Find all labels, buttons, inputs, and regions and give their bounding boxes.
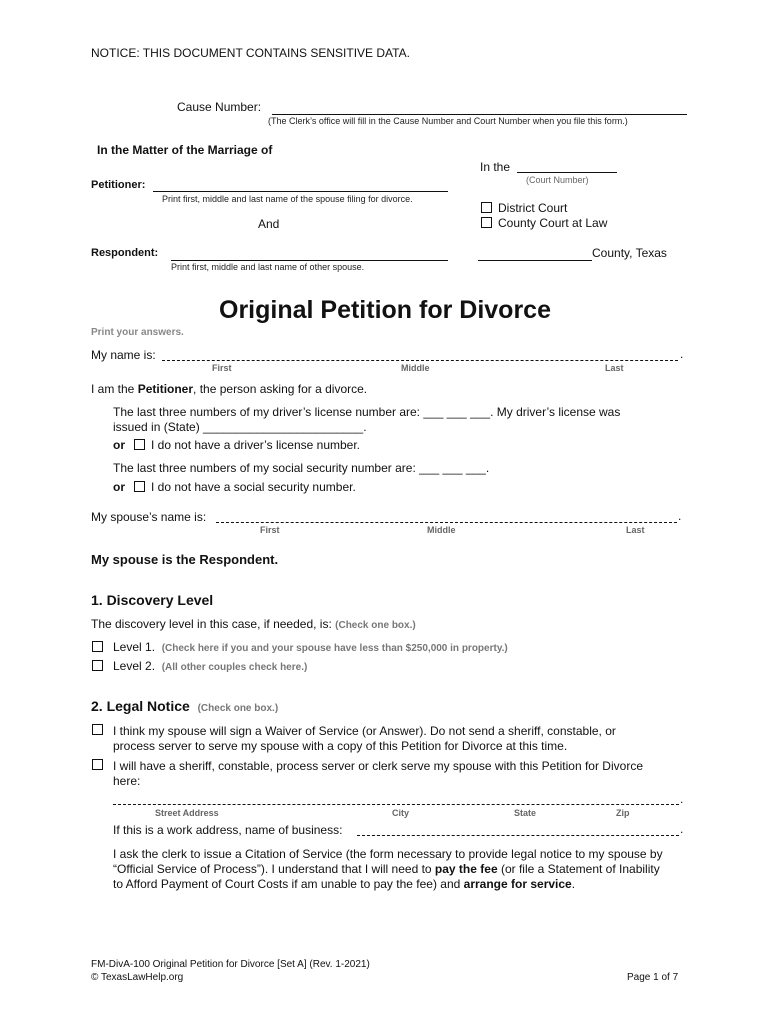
my-name-label: My name is:: [91, 348, 156, 362]
matter-heading: In the Matter of the Marriage of: [97, 143, 273, 157]
street-address-label: Street Address: [155, 808, 219, 818]
ssn-line: The last three numbers of my social security number are: ___ ___ ___.: [113, 461, 490, 475]
citation-line3-bold: arrange for service: [463, 877, 572, 891]
my-name-period: .: [680, 347, 684, 361]
level2-checkbox[interactable]: [92, 660, 103, 671]
serve-line1: I will have a sheriff, constable, process server or clerk serve my spouse with this Petition for Divorce: [113, 759, 643, 773]
address-period: .: [680, 792, 684, 806]
level1-checkbox[interactable]: [92, 641, 103, 652]
print-answers-note: Print your answers.: [91, 327, 184, 338]
footer-form-id: FM-DivA-100 Original Petition for Divorce [Set A] (Rev. 1-2021): [91, 959, 370, 970]
citation-line3: [113, 877, 575, 891]
my-name-first-label: First: [212, 363, 232, 373]
zip-label: Zip: [616, 808, 630, 818]
district-court-checkbox[interactable]: [481, 202, 492, 213]
serve-checkbox[interactable]: [92, 759, 103, 770]
legal-notice-heading: [91, 698, 278, 714]
cause-number-label: Cause Number:: [177, 100, 262, 114]
city-label: City: [392, 808, 410, 818]
county-name-field[interactable]: [478, 260, 592, 261]
county-court-checkbox[interactable]: [481, 217, 492, 228]
spouse-name-field[interactable]: [216, 522, 677, 523]
serve-line2: here:: [113, 774, 141, 788]
county-texas-label: County, Texas: [592, 246, 667, 260]
spouse-last-label: Last: [626, 525, 645, 535]
ssn-or-label: or: [113, 480, 125, 494]
county-court-label: County Court at Law: [498, 216, 608, 230]
court-number-field[interactable]: [517, 172, 617, 173]
citation-line1: I ask the clerk to issue a Citation of Service (the form necessary to provide legal notice to my spouse by: [113, 847, 663, 861]
level2-label: Level 2.: [113, 659, 156, 673]
citation-line3-post: .: [571, 877, 576, 891]
waiver-line1: I think my spouse will sign a Waiver of Service (or Answer). Do not send a sheriff, constable, or: [113, 724, 616, 738]
spouse-name-label: My spouse’s name is:: [91, 510, 207, 524]
spouse-first-label: First: [260, 525, 280, 535]
citation-line3-pre: to Afford Payment of Court Costs if am unable to pay the fee) and: [113, 877, 464, 891]
spouse-middle-label: Middle: [427, 525, 456, 535]
respondent-label: Respondent:: [91, 247, 159, 259]
petitioner-statement-pre: I am the: [91, 382, 138, 396]
footer-page-number: Page 1 of 7: [627, 972, 679, 983]
petitioner-statement-post: , the person asking for a divorce.: [193, 382, 368, 396]
no-license-checkbox[interactable]: [134, 439, 145, 450]
spouse-name-period: .: [678, 509, 682, 523]
petitioner-hint: Print first, middle and last name of the spouse filing for divorce.: [162, 194, 413, 204]
my-name-middle-label: Middle: [401, 363, 430, 373]
spouse-respondent-heading: My spouse is the Respondent.: [91, 552, 279, 567]
business-name-field[interactable]: [357, 835, 679, 836]
level2-hint: (All other couples check here.): [161, 662, 308, 673]
work-address-label: If this is a work address, name of business:: [113, 823, 343, 837]
no-ssn-label: I do not have a social security number.: [151, 480, 356, 494]
petitioner-statement: [91, 382, 367, 396]
license-state-line: issued in (State) ________________________.: [113, 420, 367, 434]
state-label: State: [514, 808, 537, 818]
discovery-heading: 1. Discovery Level: [91, 592, 214, 608]
petitioner-statement-bold: Petitioner: [137, 382, 194, 396]
discovery-intro-hint: (Check one box.): [335, 620, 416, 631]
cause-number-field[interactable]: [272, 114, 687, 115]
court-number-hint: (Court Number): [526, 175, 589, 185]
respondent-hint: Print first, middle and last name of other spouse.: [171, 262, 365, 272]
citation-line2-pre: “Official Service of Process”). I understand that I will need to: [113, 862, 435, 876]
cause-number-hint: (The Clerk’s office will fill in the Cause Number and Court Number when you file this form.): [268, 116, 628, 126]
district-court-label: District Court: [498, 201, 568, 215]
discovery-intro-text: The discovery level in this case, if needed, is:: [91, 617, 332, 631]
waiver-checkbox[interactable]: [92, 724, 103, 735]
business-period: .: [680, 822, 684, 836]
petitioner-name-field[interactable]: [153, 191, 448, 192]
level1-hint: (Check here if you and your spouse have less than $250,000 in property.): [161, 643, 508, 654]
my-name-field[interactable]: [162, 360, 678, 361]
citation-line2-bold: pay the fee: [434, 862, 498, 876]
license-number-line: The last three numbers of my driver’s license number are: ___ ___ ___. My driver’s license was: [113, 405, 621, 419]
and-label: And: [258, 217, 280, 231]
page-title: Original Petition for Divorce: [219, 296, 551, 324]
level1-option: [113, 640, 508, 654]
my-name-last-label: Last: [605, 363, 624, 373]
level2-option: [113, 659, 307, 673]
license-or-label: or: [113, 438, 125, 452]
sensitive-data-notice: NOTICE: THIS DOCUMENT CONTAINS SENSITIVE DATA.: [91, 46, 410, 60]
no-ssn-checkbox[interactable]: [134, 481, 145, 492]
court-in-the-label: In the: [480, 160, 511, 174]
service-address-field[interactable]: [113, 804, 679, 805]
legal-notice-heading-text: 2. Legal Notice: [91, 698, 190, 714]
citation-line2-post: (or file a Statement of Inability: [497, 862, 660, 876]
citation-line2: [113, 862, 660, 876]
footer-copyright: © TexasLawHelp.org: [91, 972, 184, 983]
legal-notice-hint: (Check one box.): [197, 703, 279, 714]
petitioner-label: Petitioner:: [91, 179, 146, 191]
no-license-label: I do not have a driver’s license number.: [151, 438, 361, 452]
level1-label: Level 1.: [113, 640, 156, 654]
waiver-line2: process server to serve my spouse with a copy of this Petition for Divorce at this time.: [113, 739, 568, 753]
discovery-intro: [91, 617, 416, 631]
respondent-name-field[interactable]: [171, 260, 448, 261]
